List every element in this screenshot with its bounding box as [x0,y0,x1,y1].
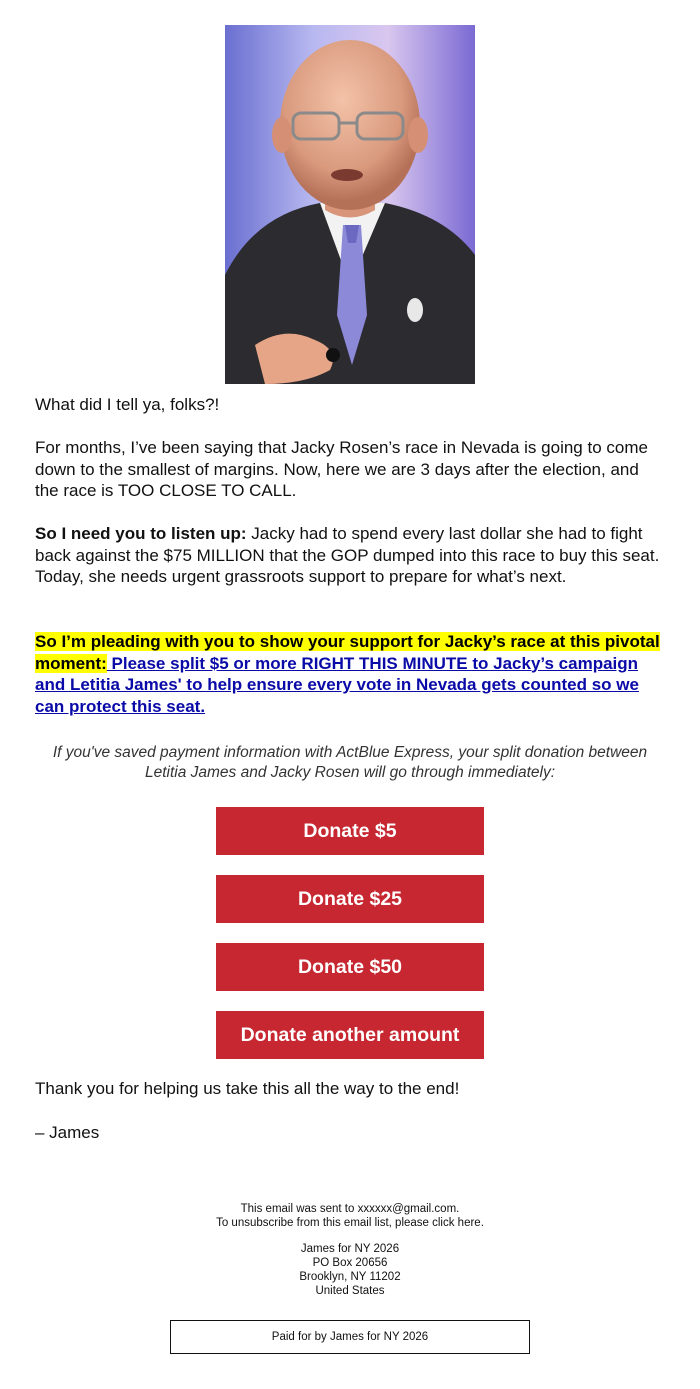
actblue-express-note: If you've saved payment information with ActBlue Express, your split donation between Letitia James and Jacky Rosen will go through immediately: [52,744,648,781]
footer-po-box: PO Box 20656 [312,1257,388,1269]
paragraph-2-rest: Jacky had to spend every last dollar she had to fight back against the $75 MILLION that the GOP dumped into this race to buy this seat. Today, she needs urgent grassroots support to prepare for what’s next. [35,524,660,586]
sent-to-line: This email was sent to xxxxxx@gmail.com. [240,1203,460,1215]
signoff-text: – James [35,1123,100,1142]
unsubscribe-link[interactable]: To unsubscribe from this email list, please click here. [216,1217,484,1229]
paragraph-2-bold: So I need you to listen up: [35,524,247,543]
paragraph-1: For months, I’ve been saying that Jacky Rosen’s race in Nevada is going to come down to the smallest of margins. Now, here we are 3 days after the election, and the race is TOO CLOSE TO CALL. [35,438,648,500]
intro-text: What did I tell ya, folks?! [35,395,220,414]
unsubscribe-line[interactable] [0,1216,700,1230]
split-donation-link[interactable]: Please split $5 or more RIGHT THIS MINUTE to Jacky’s campaign and Letitia James' to help ensure every vote in Nevada gets counted so we can protect this seat. [35,653,639,716]
footer-city: Brooklyn, NY 11202 [299,1271,401,1283]
footer-country: United States [315,1285,385,1297]
paragraph-3 [35,631,665,717]
portrait-image [225,25,475,384]
pleading-highlight: So I’m pleading with you to show your support for Jacky’s race at this pivotal moment: [35,632,660,673]
footer-org: James for NY 2026 [300,1243,400,1255]
donate-5-button[interactable]: Donate $5 [216,807,484,855]
paragraph-2 [35,523,665,588]
thank-you-text: Thank you for helping us take this all the way to the end! [35,1079,460,1098]
donate-25-button[interactable]: Donate $25 [216,875,484,923]
header-photo [225,25,475,384]
donate-other-amount-button[interactable]: Donate another amount [216,1011,484,1059]
paid-for-disclaimer [170,1320,530,1354]
donate-50-button[interactable]: Donate $50 [216,943,484,991]
paid-for-text: Paid for by James for NY 2026 [271,1331,429,1343]
